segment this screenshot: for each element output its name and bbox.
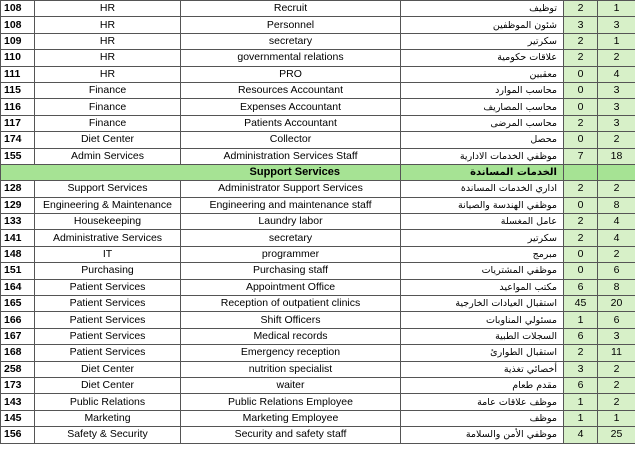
count-current-cell: 45	[564, 296, 598, 312]
arabic-title-cell: موظفي الهندسة والصيانة	[401, 197, 564, 213]
table-row	[1, 361, 635, 377]
count-required-cell: 1	[598, 1, 635, 17]
count-required-cell: 1	[598, 33, 635, 49]
department-cell: Administrative Services	[35, 230, 181, 246]
count-required-cell: 8	[598, 279, 635, 295]
job-title-cell: governmental relations	[181, 50, 401, 66]
table-row	[1, 263, 635, 279]
count-current-cell: 2	[564, 345, 598, 361]
count-current-cell: 2	[564, 181, 598, 197]
count-required-cell: 1	[598, 410, 635, 426]
job-title-cell: Purchasing staff	[181, 263, 401, 279]
department-cell: Patient Services	[35, 328, 181, 344]
arabic-title-cell: محاسب المصاريف	[401, 99, 564, 115]
table-row	[1, 115, 635, 131]
table-row	[1, 132, 635, 148]
code-cell: 148	[1, 246, 35, 262]
job-title-cell: Emergency reception	[181, 345, 401, 361]
table-row	[1, 214, 635, 230]
code-cell: 133	[1, 214, 35, 230]
department-cell: Public Relations	[35, 394, 181, 410]
count-current-cell: 7	[564, 148, 598, 164]
count-current-cell: 4	[564, 427, 598, 443]
job-title-cell: Marketing Employee	[181, 410, 401, 426]
count-required-cell: 8	[598, 197, 635, 213]
job-title-cell: Appointment Office	[181, 279, 401, 295]
department-cell: IT	[35, 246, 181, 262]
section-empty-cell	[564, 164, 598, 180]
table-row	[1, 230, 635, 246]
count-required-cell: 25	[598, 427, 635, 443]
code-cell: 141	[1, 230, 35, 246]
job-title-cell: Personnel	[181, 17, 401, 33]
arabic-title-cell: محصل	[401, 132, 564, 148]
count-current-cell: 0	[564, 263, 598, 279]
table-row	[1, 246, 635, 262]
arabic-title-cell: مكتب المواعيد	[401, 279, 564, 295]
job-title-cell: Laundry labor	[181, 214, 401, 230]
code-cell: 128	[1, 181, 35, 197]
job-title-cell: Patients Accountant	[181, 115, 401, 131]
department-cell: HR	[35, 1, 181, 17]
count-required-cell: 3	[598, 115, 635, 131]
section-title-ar: الخدمات المساندة	[401, 164, 564, 180]
job-title-cell: programmer	[181, 246, 401, 262]
count-required-cell: 2	[598, 132, 635, 148]
table-row	[1, 1, 635, 17]
code-cell: 155	[1, 148, 35, 164]
department-cell: Patient Services	[35, 296, 181, 312]
count-current-cell: 6	[564, 328, 598, 344]
code-cell: 108	[1, 1, 35, 17]
table-row	[1, 17, 635, 33]
count-required-cell: 2	[598, 394, 635, 410]
table-row	[1, 99, 635, 115]
count-required-cell: 4	[598, 214, 635, 230]
arabic-title-cell: علاقات حكومية	[401, 50, 564, 66]
job-title-cell: Collector	[181, 132, 401, 148]
count-required-cell: 2	[598, 181, 635, 197]
job-title-cell: Engineering and maintenance staff	[181, 197, 401, 213]
table-section-support	[1, 164, 635, 180]
job-title-cell: secretary	[181, 33, 401, 49]
code-cell: 165	[1, 296, 35, 312]
count-current-cell: 3	[564, 17, 598, 33]
arabic-title-cell: استقبال الطوارئ	[401, 345, 564, 361]
job-title-cell: Shift Officers	[181, 312, 401, 328]
table-row	[1, 410, 635, 426]
table-row	[1, 345, 635, 361]
department-cell: HR	[35, 50, 181, 66]
table-row	[1, 148, 635, 164]
job-title-cell: Expenses Accountant	[181, 99, 401, 115]
job-title-cell: waiter	[181, 377, 401, 393]
code-cell: 116	[1, 99, 35, 115]
arabic-title-cell: مقدم طعام	[401, 377, 564, 393]
table-row	[1, 328, 635, 344]
count-required-cell: 3	[598, 82, 635, 98]
job-title-cell: PRO	[181, 66, 401, 82]
arabic-title-cell: موظف	[401, 410, 564, 426]
department-cell: Patient Services	[35, 312, 181, 328]
arabic-title-cell: سكرتير	[401, 230, 564, 246]
count-required-cell: 3	[598, 328, 635, 344]
count-required-cell: 2	[598, 361, 635, 377]
job-title-cell: Reception of outpatient clinics	[181, 296, 401, 312]
code-cell: 174	[1, 132, 35, 148]
arabic-title-cell: محاسب المرضى	[401, 115, 564, 131]
count-current-cell: 1	[564, 394, 598, 410]
table-body-top	[1, 1, 635, 165]
department-cell: Admin Services	[35, 148, 181, 164]
code-cell: 173	[1, 377, 35, 393]
department-cell: Diet Center	[35, 361, 181, 377]
arabic-title-cell: معقبين	[401, 66, 564, 82]
table-row	[1, 66, 635, 82]
count-current-cell: 0	[564, 132, 598, 148]
arabic-title-cell: محاسب الموارد	[401, 82, 564, 98]
arabic-title-cell: مسئولي المناوبات	[401, 312, 564, 328]
table-row	[1, 82, 635, 98]
table-body-bottom	[1, 181, 635, 443]
job-title-cell: Resources Accountant	[181, 82, 401, 98]
code-cell: 109	[1, 33, 35, 49]
table-row	[1, 33, 635, 49]
job-title-cell: Security and safety staff	[181, 427, 401, 443]
code-cell: 156	[1, 427, 35, 443]
table-row	[1, 312, 635, 328]
arabic-title-cell: موظف علاقات عامة	[401, 394, 564, 410]
department-cell: Finance	[35, 99, 181, 115]
code-cell: 143	[1, 394, 35, 410]
count-current-cell: 6	[564, 279, 598, 295]
count-required-cell: 2	[598, 50, 635, 66]
table-row	[1, 296, 635, 312]
code-cell: 168	[1, 345, 35, 361]
arabic-title-cell: السجلات الطبية	[401, 328, 564, 344]
count-required-cell: 6	[598, 312, 635, 328]
code-cell: 111	[1, 66, 35, 82]
job-title-cell: secretary	[181, 230, 401, 246]
code-cell: 164	[1, 279, 35, 295]
table-row	[1, 377, 635, 393]
table-row	[1, 427, 635, 443]
job-title-cell: Administration Services Staff	[181, 148, 401, 164]
department-cell: HR	[35, 33, 181, 49]
arabic-title-cell: موظفي الأمن والسلامة	[401, 427, 564, 443]
department-cell: Finance	[35, 115, 181, 131]
code-cell: 117	[1, 115, 35, 131]
department-cell: Housekeeping	[35, 214, 181, 230]
code-cell: 151	[1, 263, 35, 279]
job-title-cell: nutrition specialist	[181, 361, 401, 377]
arabic-title-cell: سكرتير	[401, 33, 564, 49]
count-current-cell: 2	[564, 115, 598, 131]
code-cell: 166	[1, 312, 35, 328]
section-header-row	[1, 164, 635, 180]
job-title-cell: Administrator Support Services	[181, 181, 401, 197]
count-current-cell: 2	[564, 33, 598, 49]
department-cell: Safety & Security	[35, 427, 181, 443]
count-required-cell: 2	[598, 246, 635, 262]
count-required-cell: 4	[598, 230, 635, 246]
count-current-cell: 0	[564, 99, 598, 115]
department-cell: Diet Center	[35, 377, 181, 393]
department-cell: Engineering & Maintenance	[35, 197, 181, 213]
department-cell: HR	[35, 17, 181, 33]
count-current-cell: 1	[564, 410, 598, 426]
count-current-cell: 0	[564, 82, 598, 98]
count-required-cell: 3	[598, 99, 635, 115]
department-cell: Finance	[35, 82, 181, 98]
department-cell: Marketing	[35, 410, 181, 426]
arabic-title-cell: عامل المغسلة	[401, 214, 564, 230]
count-required-cell: 6	[598, 263, 635, 279]
arabic-title-cell: توظيف	[401, 1, 564, 17]
count-current-cell: 3	[564, 361, 598, 377]
code-cell: 258	[1, 361, 35, 377]
count-current-cell: 0	[564, 246, 598, 262]
code-cell: 167	[1, 328, 35, 344]
code-cell: 110	[1, 50, 35, 66]
section-title-en: Support Services	[1, 164, 401, 180]
count-required-cell: 20	[598, 296, 635, 312]
count-current-cell: 2	[564, 230, 598, 246]
arabic-title-cell: شئون الموظفين	[401, 17, 564, 33]
count-required-cell: 2	[598, 377, 635, 393]
arabic-title-cell: مبرمج	[401, 246, 564, 262]
code-cell: 129	[1, 197, 35, 213]
job-title-cell: Recruit	[181, 1, 401, 17]
department-cell: Patient Services	[35, 345, 181, 361]
code-cell: 145	[1, 410, 35, 426]
count-current-cell: 2	[564, 1, 598, 17]
count-current-cell: 6	[564, 377, 598, 393]
arabic-title-cell: موظفي الخدمات الادارية	[401, 148, 564, 164]
table-row	[1, 197, 635, 213]
count-current-cell: 0	[564, 66, 598, 82]
table-row	[1, 394, 635, 410]
arabic-title-cell: موظفي المشتريات	[401, 263, 564, 279]
table-row	[1, 50, 635, 66]
code-cell: 108	[1, 17, 35, 33]
count-required-cell: 4	[598, 66, 635, 82]
count-required-cell: 3	[598, 17, 635, 33]
count-required-cell: 11	[598, 345, 635, 361]
table-row	[1, 279, 635, 295]
job-title-cell: Medical records	[181, 328, 401, 344]
arabic-title-cell: اداري الخدمات المساندة	[401, 181, 564, 197]
count-current-cell: 2	[564, 214, 598, 230]
table-row	[1, 181, 635, 197]
count-current-cell: 0	[564, 197, 598, 213]
arabic-title-cell: أخصائي تغذية	[401, 361, 564, 377]
section-empty-cell	[598, 164, 635, 180]
department-cell: Purchasing	[35, 263, 181, 279]
arabic-title-cell: استقبال العيادات الخارجية	[401, 296, 564, 312]
job-title-cell: Public Relations Employee	[181, 394, 401, 410]
count-current-cell: 1	[564, 312, 598, 328]
department-cell: Support Services	[35, 181, 181, 197]
department-cell: Diet Center	[35, 132, 181, 148]
code-cell: 115	[1, 82, 35, 98]
department-cell: Patient Services	[35, 279, 181, 295]
count-required-cell: 18	[598, 148, 635, 164]
count-current-cell: 2	[564, 50, 598, 66]
department-cell: HR	[35, 66, 181, 82]
